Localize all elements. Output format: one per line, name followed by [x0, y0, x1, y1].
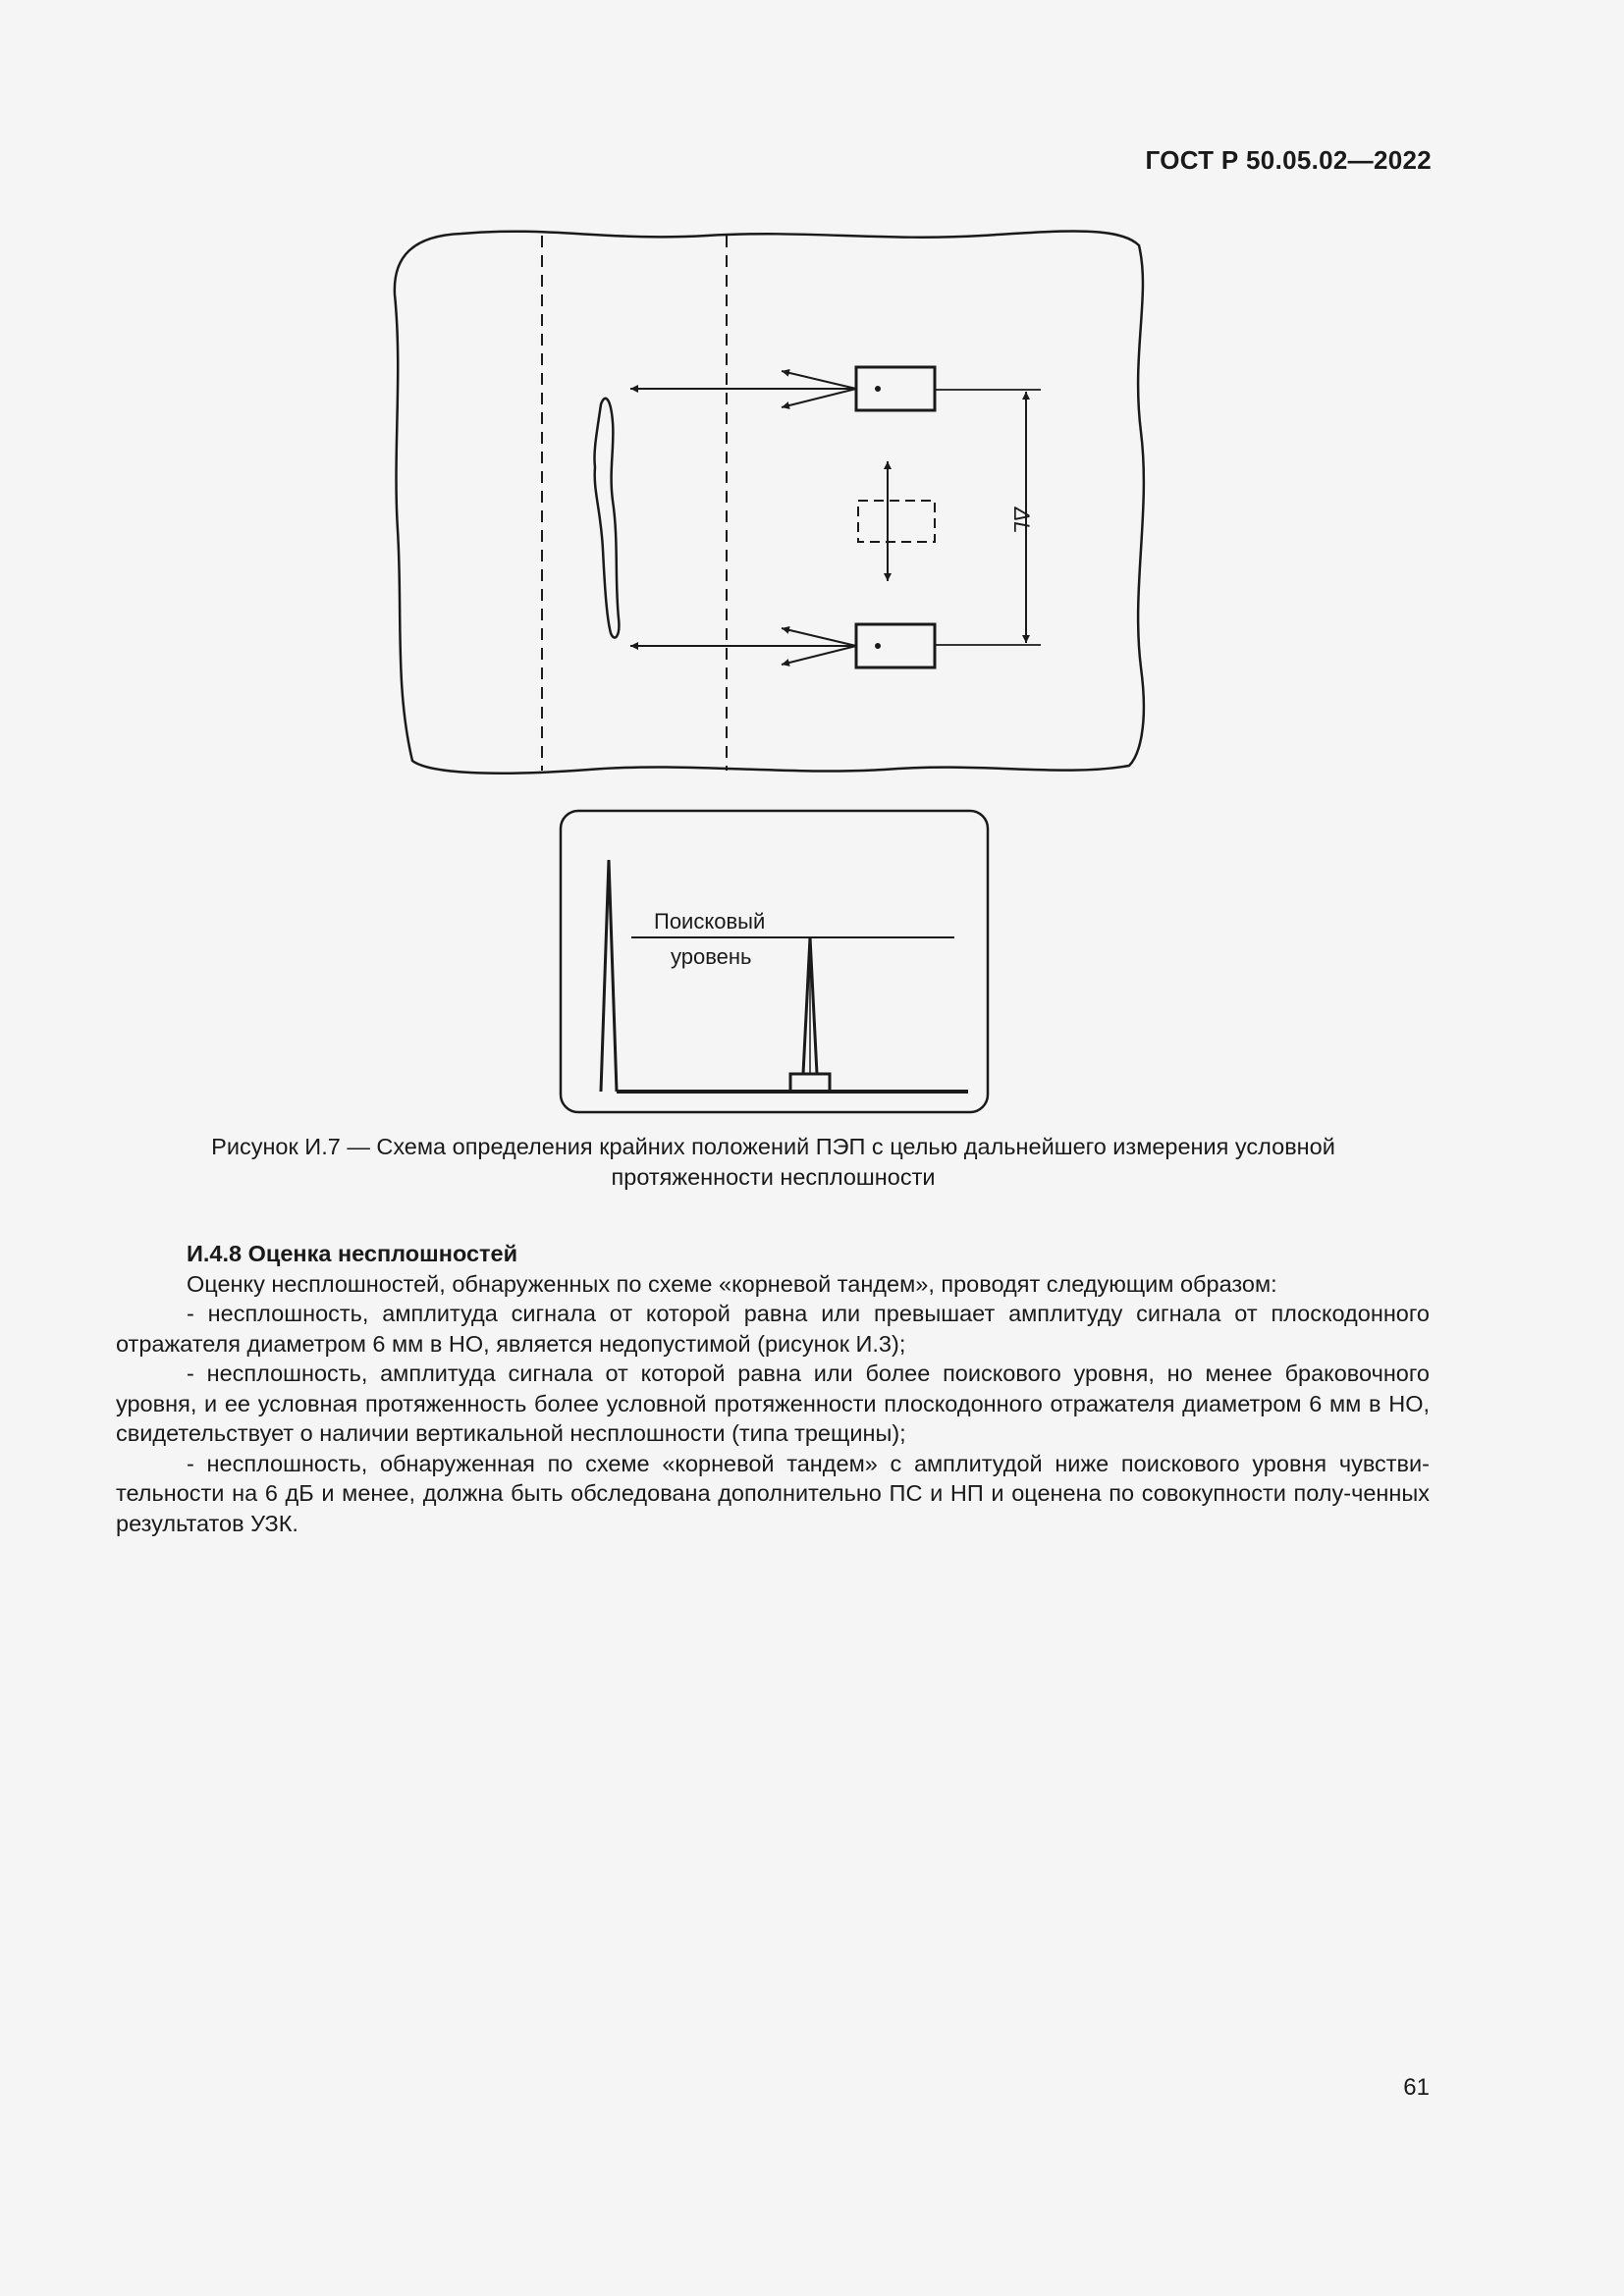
probe-bottom-point	[875, 643, 881, 649]
list-item: - несплошность, обнаруженная по схеме «корневой тандем» с амплитудой ниже поискового уровня чувстви-тельности на 6 дБ и менее, должна быть обследована дополнительно ПС и НП и оценена по совокупности полу-ченных результатов УЗК.	[116, 1450, 1430, 1536]
spread-top-upper	[782, 371, 856, 389]
ascan-gate	[790, 1074, 830, 1092]
ascan-screen	[561, 811, 988, 1112]
crack-discontinuity	[594, 399, 619, 638]
document-header: ГОСТ Р 50.05.02—2022	[1145, 145, 1432, 175]
spread-bottom-upper	[782, 628, 856, 646]
section-title: И.4.8 Оценка несплошностей	[187, 1241, 518, 1266]
search-level-label-1: Поисковый	[654, 909, 766, 934]
page-number: 61	[1403, 2074, 1430, 2101]
caption-line-1: Рисунок И.7 — Схема определения крайних положений ПЭП с целью дальнейшего измерения условной	[211, 1134, 1335, 1159]
spread-top-lower	[782, 389, 856, 407]
probe-top-point	[875, 386, 881, 392]
dimension-label: ΔL	[1009, 507, 1034, 534]
caption-line-2: протяженности несплошности	[611, 1164, 936, 1190]
specimen-outline	[395, 232, 1144, 774]
search-level-label-2: уровень	[671, 944, 752, 969]
list-item: - несплошность, амплитуда сигнала от которой равна или более поискового уровня, но менее браковочного уровня, и ее условная протяженность более условной протяженности плоскодонного отражателя диаметром 6 мм в НО, свидетельствует о наличии вертикальной несплошности (типа трещины);	[116, 1361, 1430, 1446]
figure-caption	[157, 1132, 1389, 1193]
list-item: - несплошность, амплитуда сигнала от которой равна или превышает амплитуду сигнала от плоскодонного отражателя диаметром 6 мм в НО, является недопустимой (рисунок И.3);	[116, 1301, 1430, 1357]
probe-top	[856, 367, 935, 410]
figure-diagram	[0, 0, 1624, 1139]
probe-intermediate	[858, 501, 935, 542]
section-intro: Оценку несплошностей, обнаруженных по схеме «корневой тандем», проводят следующим образом:	[187, 1270, 1277, 1297]
spread-bottom-lower	[782, 646, 856, 665]
section-body	[116, 1239, 1430, 1538]
ascan-initial-pulse	[601, 860, 617, 1092]
probe-bottom	[856, 624, 935, 667]
